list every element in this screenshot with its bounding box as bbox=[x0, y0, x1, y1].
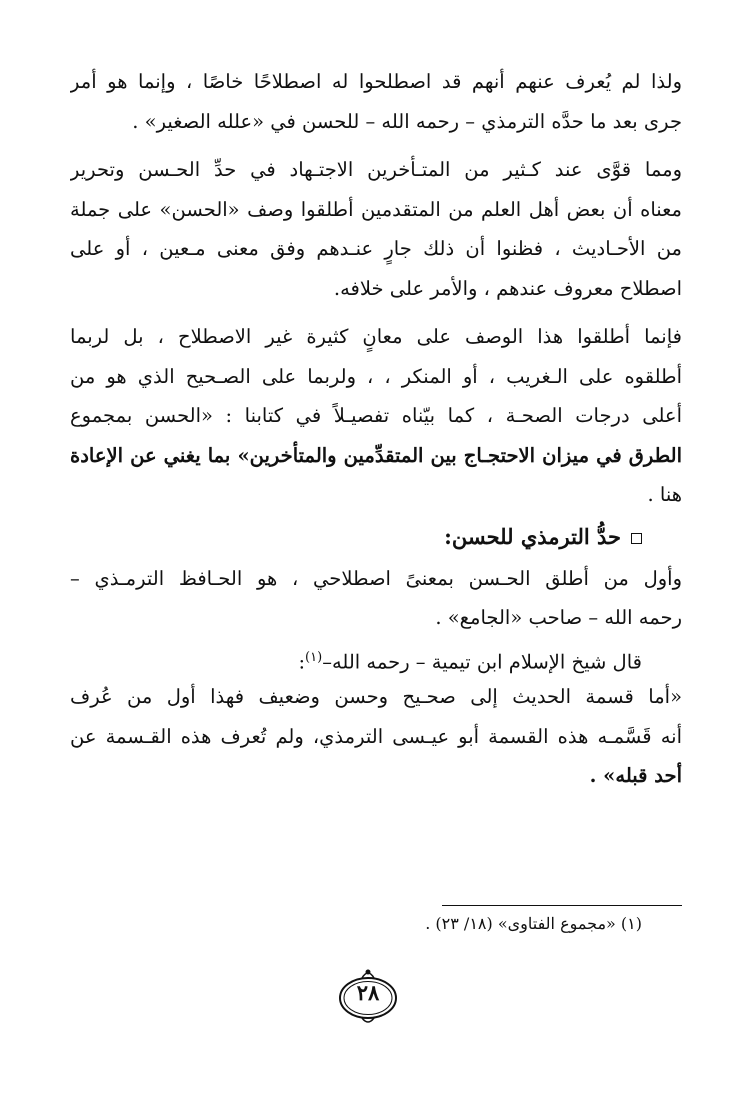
paragraph-4-line-2: رحمه الله – صاحب «الجامع» . bbox=[435, 606, 682, 629]
paragraph-5 bbox=[70, 638, 682, 678]
paragraph-2-line-3: من الأحـاديث ، فظنوا أن ذلك جارٍ عنـدهم وفق معنى مـعين ، أو على bbox=[70, 237, 682, 260]
page-number-ornament bbox=[336, 966, 400, 1024]
paragraph-2-line-1: ومما قوَّى عند كـثير من المتـأخرين الاجتـهاد في حدِّ الحـسن وتحرير bbox=[70, 158, 682, 181]
paragraph-2-line-4: اصطلاح معروف عندهم ، والأمر على خلافه. bbox=[333, 276, 682, 300]
section-heading bbox=[70, 515, 642, 559]
section-heading-text: حدُّ الترمذي للحسن: bbox=[444, 523, 621, 549]
paragraph-1-line-1: ولذا لم يُعرف عنهم أنهم قد اصطلحوا له اصطلاحًا خاصًا ، وإنما هو أمر bbox=[70, 70, 682, 93]
paragraph-3-line-2: أطلقوه على الـغريب ، أو المنكر ، ، ولربما على الصـحيح الذي هو من bbox=[70, 364, 682, 388]
paragraph-2-line-2: معناه أن بعض أهل العلم من المتقدمين أطلقوا وصف «الحسن» على جملة bbox=[70, 197, 682, 221]
body-text bbox=[70, 62, 682, 796]
quote-line-3: أحد قبله» . bbox=[589, 764, 682, 787]
footnote-ref: (١) bbox=[305, 649, 323, 665]
paragraph-gap bbox=[70, 141, 682, 150]
paragraph-4-line-1: وأول من أطلق الحـسن بمعنىً اصطلاحي ، هو الحـافظ الترمـذي – bbox=[70, 566, 682, 590]
paragraph-1-line-2: جرى بعد ما حدَّه الترمذي – رحمه الله – للحسن في «علله الصغير» . bbox=[132, 109, 682, 133]
paragraph-5-colon: : bbox=[298, 650, 306, 673]
quote-line-2: أنه قَسَّمـه هذه القسمة أبو عيـسى الترمذي، ولم تُعرف هذه القـسمة عن bbox=[70, 724, 682, 748]
paragraph-3-line-5: هنا . bbox=[647, 483, 682, 506]
footnote-divider bbox=[442, 905, 682, 906]
page-number: ٢٨ bbox=[356, 980, 380, 1005]
paragraph-3-line-1: فإنما أطلقوا هذا الوصف على معانٍ كثيرة غير الاصطلاح ، بل لربما bbox=[70, 325, 682, 348]
quote-line-1: «أما قسمة الحديث إلى صحـيح وحسن وضعيف فهذا أول من عُرف bbox=[70, 685, 682, 708]
footnote: (١) «مجموع الفتاوى» (١٨/ ٢٣) . bbox=[425, 914, 642, 933]
paragraph-3-line-4: الطرق في ميزان الاحتجـاج بين المتقدِّمين والمتأخرين» بما يغني عن الإعادة bbox=[70, 443, 682, 467]
paragraph-gap bbox=[70, 308, 682, 317]
square-bullet-icon bbox=[631, 533, 642, 544]
paragraph-5-text: قال شيخ الإسلام ابن تيمية – رحمه الله– bbox=[322, 650, 642, 673]
paragraph-3-line-3: أعلى درجات الصحـة ، كما بيّناه تفصيـلاً في كتابنا : «الحسن بمجموع bbox=[70, 404, 682, 427]
